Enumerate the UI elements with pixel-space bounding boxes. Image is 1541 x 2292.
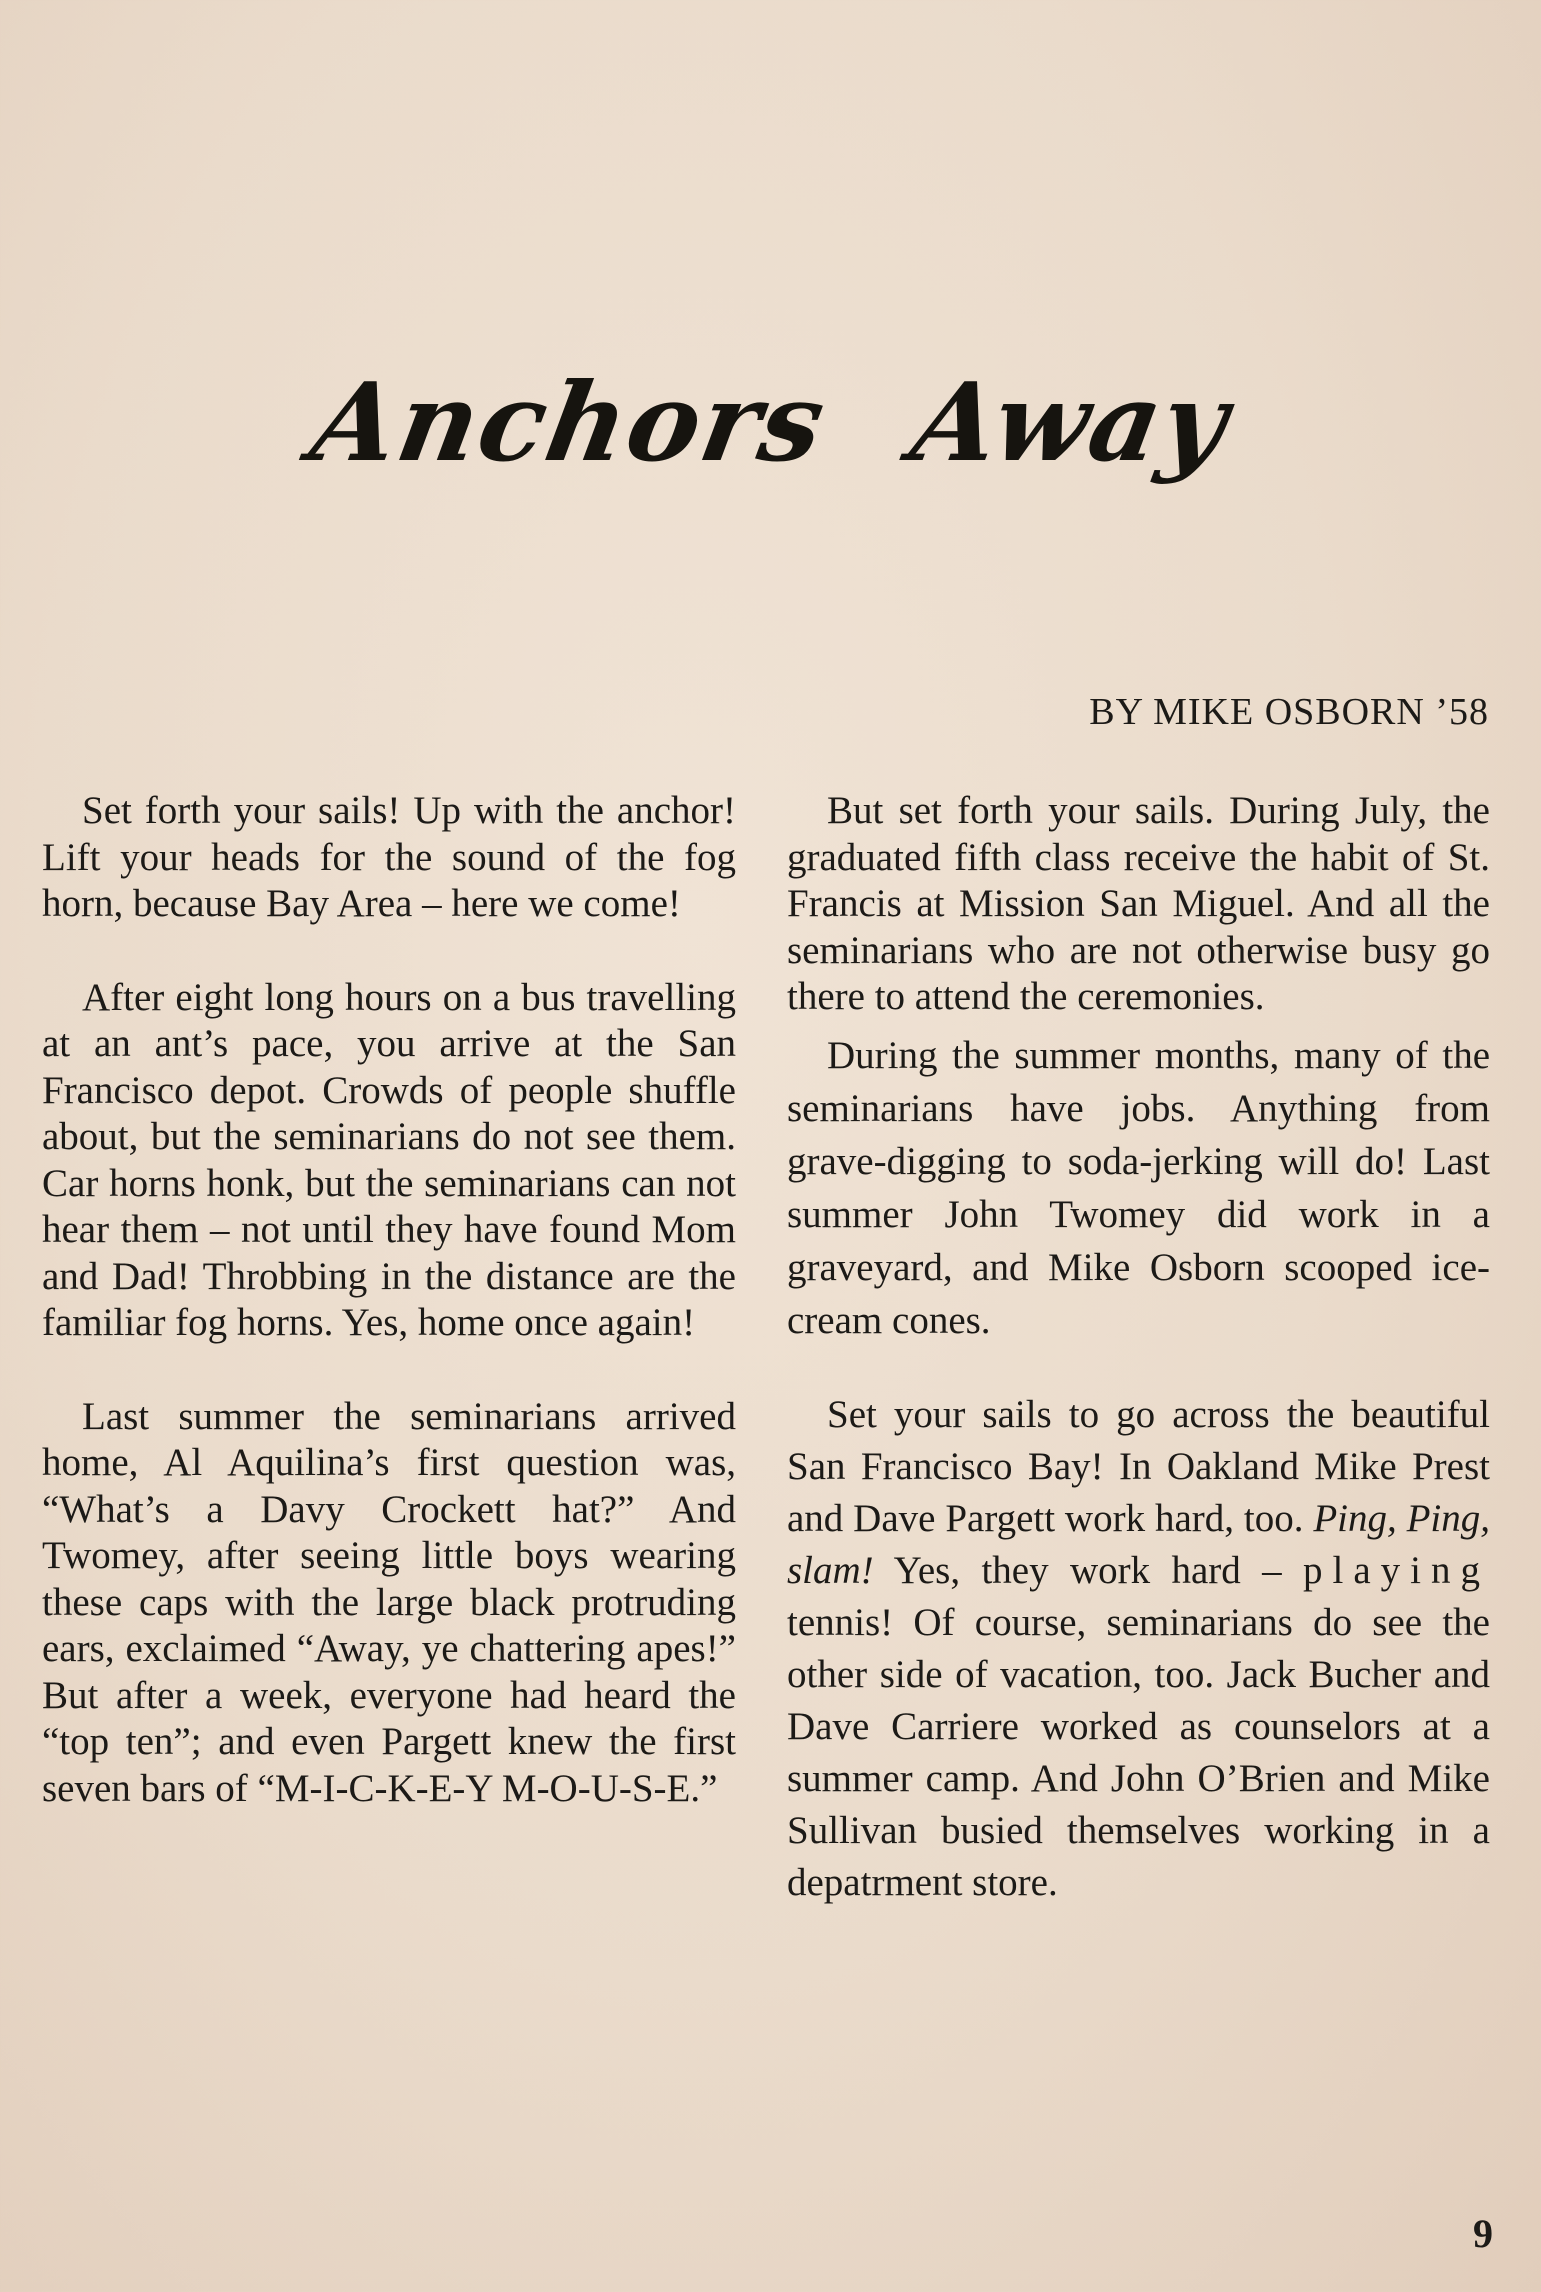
- paragraph: But set forth your sails. During July, the graduated fifth class receive the habit of St. Francis at Mission San Miguel. And all the seminarians who are not otherwise busy go there to attend the ceremonies.: [787, 789, 1490, 1018]
- paragraph: Last summer the seminarians arrived home, Al Aquilina’s first question was, “What’s a Davy Crockett hat?” And Twomey, after seeing little boys wearing these caps with the large black protruding ears, exclaimed “Away, ye chattering apes!” But after a week, everyone had heard the “top ten”; and even Pargett knew the first seven bars of “M-I-C-K-E-Y M-O-U-S-E.”: [42, 1394, 736, 1810]
- page-number: 9: [1473, 2211, 1493, 2256]
- text-run: tennis! Of course, seminarians do see the other side of vacation, too. Jack Bucher and Dave Carriere worked as counselors at a summer camp. And John O’Brien and Mike Sullivan busied themselves working in a depatrment store.: [787, 1600, 1490, 1904]
- left-column: [42, 788, 736, 1812]
- article-title: [0, 360, 1541, 486]
- text-run: Yes, they work hard –: [873, 1548, 1304, 1592]
- text-run: Set your sails to go across the beautiful San Francisco Bay! In Oakland Mike Prest and Dave Pargett work hard, too.: [787, 1392, 1490, 1540]
- byline: BY MIKE OSBORN ’58: [1089, 691, 1489, 733]
- right-column: [787, 788, 1490, 1909]
- paragraph: [787, 1389, 1490, 1909]
- title-word-anchors: Anchors: [302, 360, 836, 486]
- paragraph: During the summer months, many of the seminarians have jobs. Anything from grave-digging to soda-jerking will do! Last summer John Twomey did work in a graveyard, and Mike Osborn scooped ice-cream cones.: [787, 1033, 1490, 1342]
- paragraph: After eight long hours on a bus travelling at an ant’s pace, you arrive at the San Francisco depot. Crowds of people shuffle about, but the seminarians do not see them. Car horns honk, but the seminarians can not hear them – not until they have found Mom and Dad! Throbbing in the distance are the familiar fog horns. Yes, home once again!: [42, 975, 736, 1344]
- title-word-away: Away: [903, 360, 1239, 486]
- italic-text: Ping, Ping, slam!: [787, 1496, 1490, 1592]
- paragraph: Set forth your sails! Up with the anchor! Lift your heads for the sound of the fog horn, because Bay Area – here we come!: [42, 789, 736, 925]
- spaced-text: playing: [1303, 1548, 1490, 1592]
